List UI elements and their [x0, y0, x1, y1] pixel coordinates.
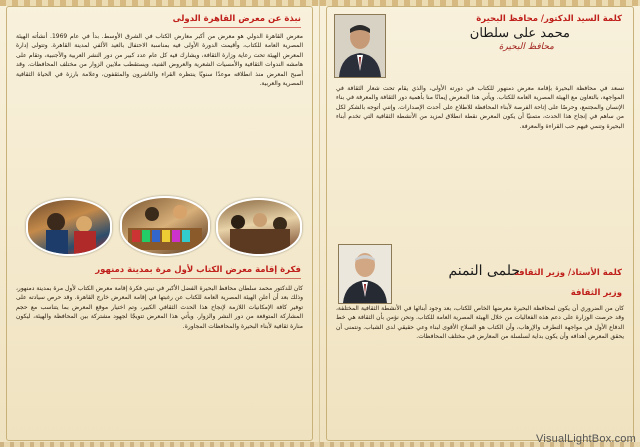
heading-underline: [111, 278, 301, 279]
right-page: [320, 0, 640, 447]
photo-visitors: [28, 200, 110, 254]
governor-speech-text: نسعد في محافظة البحيرة بإقامة معرض دمنهور للكتاب في دورته الأولى، والذي يقام تحت شعار الثقافة في المواجهة، بالتعاون مع الهيئة المصرية العامة للكتاب. ويأتي هذا المعرض إيمانًا منا بأهمية دور الثقافة والمعرفة في بناء الإنسان والمجتمع، وحرصًا على إتاحة الفرصة لأبناء المحافظة للاطلاع على أحدث الإصدارات. وإنني أتوجه بالشكر لكل من ساهم في إنجاح هذا الحدث، متمنيًا أن يكون المعرض نقطة انطلاق لمزيد من الأنشطة الثقافية التي تخدم أبناء البحيرة وتنمي فيهم حب القراءة والمعرفة.: [336, 85, 624, 130]
watermark-text: VisualLightBox.com: [535, 433, 636, 445]
photo-crowd: [218, 200, 300, 254]
fair-photo-crowd: [216, 198, 302, 256]
heading-underline: [183, 27, 301, 28]
minister-name: حلمى النمنم: [448, 263, 520, 279]
portrait-image: [335, 15, 385, 77]
bottom-ornament: [0, 442, 319, 447]
cairo-fair-text: معرض القاهرة الدولي هو معرض من أكبر معارض الكتاب في الشرق الأوسط. بدأ في عام 1969. أنشأته الهيئة المصرية العامة للكتاب، وأقيمت الدورة الأولى فيه بمناسبة الاحتفال بالعيد الألفي لمدينة القاهرة. وتتولى إدارة المعرض الهيئة تحت رعاية وزارة الثقافة، ويشارك فيه كل عام عدد كبير من دور النشر العربية والأجنبية، وتقام على هامشه الندوات الثقافية والأمسيات الشعرية والعروض الفنية، ويستقطب ملايين الزوار من مختلف المحافظات. وقد أصبح المعرض منذ انطلاقه موعدًا سنويًا ينتظره القراء والناشرون والمثقفون، وعلامة بارزة في الحياة الثقافية المصرية والعربية.: [16, 33, 303, 88]
governor-heading: كلمة السيد الدكتور/ محافظ البحيرة: [476, 14, 622, 24]
governor-name: محمد على سلطان: [469, 26, 570, 41]
section-heading-damanhour-idea: فكرة إقامة معرض الكتاب لأول مرة بمدينة دمنهور: [95, 265, 301, 275]
governor-portrait: [334, 14, 386, 78]
portrait-image: [339, 245, 391, 303]
minister-heading: كلمة الأستاذ/ وزير الثقافة: [513, 268, 622, 278]
minister-portrait: [338, 244, 392, 304]
section-heading-cairo-fair: نبذة عن معرض القاهرة الدولى: [172, 14, 301, 24]
minister-title: وزير الثقافة: [570, 288, 622, 298]
governor-signature: محافظ البحيرة: [498, 42, 554, 52]
photo-book-stand: [122, 198, 208, 254]
minister-speech-text: كان من الضروري أن يكون لمحافظة البحيرة معرضها الخاص للكتاب، بعد وجود أبنائها في الأنشطة الثقافية المختلفة، وقد حرصت الوزارة على دعم هذه الفعاليات من خلال الهيئة المصرية العامة للكتاب. ونحن نؤمن بأن الثقافة هي خط الدفاع الأول في مواجهة التطرف والإرهاب، وأن الكتاب هو السلاح الأقوى لبناء وعي حقيقي لدى الشباب. ونتمنى أن يحقق المعرض أهدافه وأن يكون بداية لسلسلة من المعارض في مختلف المحافظات.: [336, 305, 624, 341]
fair-photo-book-stand: [120, 196, 210, 256]
damanhour-idea-text: كان للدكتور محمد سلطان محافظ البحيرة الفضل الأكبر في تبني فكرة إقامة معرض الكتاب لأول مرة بمدينة دمنهور، وذلك بعد أن أعلن الهيئة المصرية العامة للكتاب عن رغبتها في إقامة المعرض خارج القاهرة. وقد حرص سيادته على توفير كافة الإمكانيات اللازمة لإنجاح هذا الحدث الثقافي الكبير، وتم اختيار موقع المعرض بما يتناسب مع حجم المشاركة المتوقعة من دور النشر والزوار. ويأتي هذا المعرض تتويجًا لجهود مشتركة بين المحافظة والهيئة، ليكون منارة ثقافية لأبناء البحيرة والمحافظات المجاورة.: [16, 285, 303, 330]
fair-photo-reading-woman: [26, 198, 112, 256]
